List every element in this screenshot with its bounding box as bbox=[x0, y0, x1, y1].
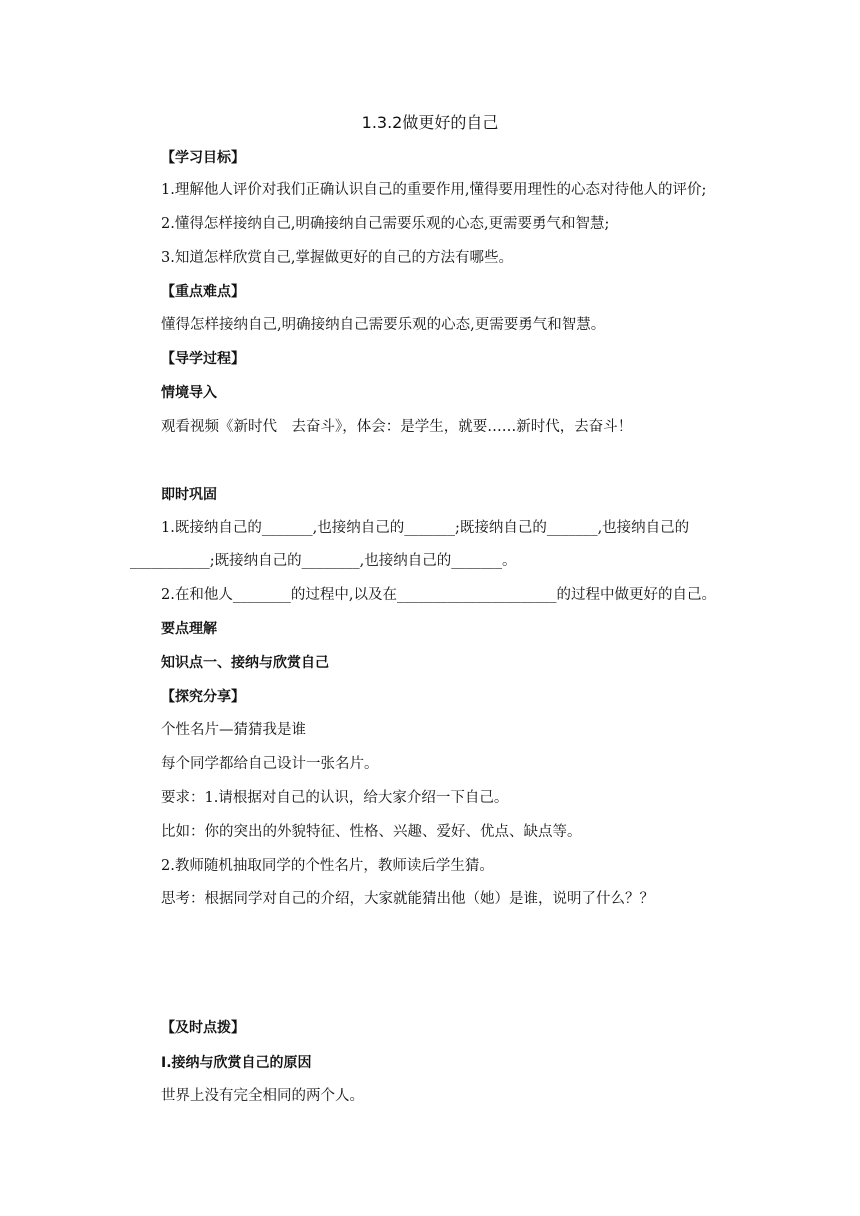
explore-line: 2.教师随机抽取同学的个性名片，教师读后学生猜。 bbox=[161, 858, 494, 874]
page-title: 1.3.2做更好的自己 bbox=[361, 113, 499, 132]
reason-text: 世界上没有完全相同的两个人。 bbox=[161, 1088, 364, 1104]
goal-item: 2.懂得怎样接纳自己,明确接纳自己需要乐观的心态,更需要勇气和智慧; bbox=[161, 216, 610, 232]
explore-line: 思考：根据同学对自己的介绍，大家就能猜出他（她）是谁，说明了什么？？ bbox=[161, 891, 654, 907]
explore-line: 个性名片—猜猜我是谁 bbox=[161, 722, 306, 738]
guide-heading: 【导学过程】 bbox=[161, 351, 245, 367]
explore-heading: 【探究分享】 bbox=[161, 689, 245, 705]
explore-line: 比如：你的突出的外貌特征、性格、兴趣、爱好、优点、缺点等。 bbox=[161, 824, 582, 840]
goal-item: 1.理解他人评价对我们正确认识自己的重要作用,懂得要用理性的心态对待他人的评价; bbox=[161, 182, 707, 198]
knowledge-heading: 知识点一、接纳与欣赏自己 bbox=[161, 655, 329, 671]
intro-heading: 情境导入 bbox=[161, 385, 217, 401]
consolidate-item: 2.在和他人________的过程中,以及在______________________的过程中做更好的自己。 bbox=[161, 587, 716, 603]
explore-line: 要求：1.请根据对自己的认识，给大家介绍一下自己。 bbox=[161, 790, 509, 806]
goal-item: 3.知道怎样欣赏自己,掌握做更好的自己的方法有哪些。 bbox=[161, 250, 513, 266]
intro-text: 观看视频《新时代 去奋斗》，体会：是学生，就要……新时代，去奋斗！ bbox=[161, 419, 633, 435]
key-text: 懂得怎样接纳自己,明确接纳自己需要乐观的心态,更需要勇气和智慧。 bbox=[161, 317, 606, 333]
consolidate-item: 1.既接纳自己的_______,也接纳自己的_______;既接纳自己的_______,也接纳自己的 bbox=[161, 520, 690, 536]
consolidate-item-continued: ___________;既接纳自己的________,也接纳自己的_______。 bbox=[130, 553, 517, 569]
key-heading: 【重点难点】 bbox=[161, 284, 245, 300]
reason-heading: Ⅰ.接纳与欣赏自己的原因 bbox=[161, 1055, 312, 1071]
consolidate-heading: 即时巩固 bbox=[161, 487, 217, 503]
tips-heading: 【及时点拨】 bbox=[161, 1020, 245, 1036]
goals-heading: 【学习目标】 bbox=[161, 150, 245, 166]
explore-line: 每个同学都给自己设计一张名片。 bbox=[161, 756, 379, 772]
points-heading: 要点理解 bbox=[161, 621, 217, 637]
